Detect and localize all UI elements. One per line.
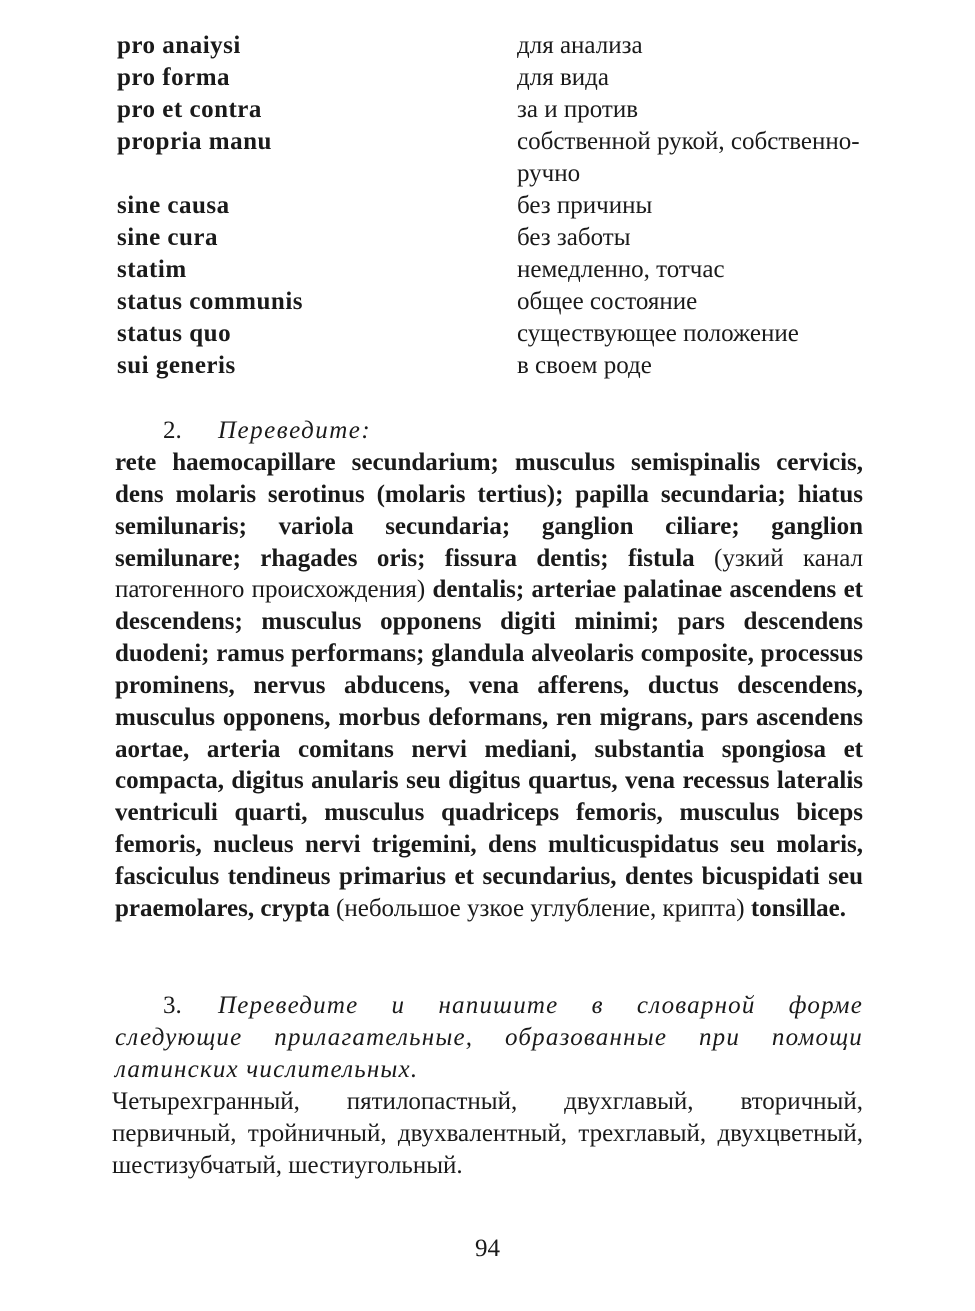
translation: для вида bbox=[517, 64, 609, 91]
exercise-number: 3. bbox=[163, 992, 182, 1019]
glossary-row bbox=[117, 254, 877, 286]
latin-term: status communis bbox=[117, 288, 303, 315]
translation: в своем роде bbox=[517, 352, 652, 379]
latin-terms: dentalis; arteriae palatinae ascendens et descendens; musculus opponens digiti minimi; pars descendens duodeni; ramus performans; glandula alveolaris composite, processus prominens, nervus abducens, vena afferens, ductus descendens, musculus opponens, morbus deformans, ren migrans, pars ascendens aortae, arteria comitans nervi mediani, substantia spongiosa et compacta, digitus anularis seu digitus quartus, vena recessus lateralis ventriculi quarti, musculus quadriceps femoris, musculus biceps femoris, nucleus nervi trigemini, dens multicuspidatus seu molaris, fasciculus tendineus primarius et secundarius, dentes bicuspidati seu praemolares, crypta bbox=[115, 576, 863, 922]
latin-term: pro forma bbox=[117, 64, 231, 91]
glossary-row bbox=[117, 286, 877, 318]
latin-term: sine cura bbox=[117, 224, 219, 251]
glossary-row bbox=[117, 62, 877, 94]
latin-term: statim bbox=[117, 256, 187, 283]
exercise-2-heading bbox=[163, 415, 371, 447]
latin-term: sine causa bbox=[117, 192, 230, 219]
glossary-row bbox=[117, 318, 877, 350]
translation: ручно bbox=[517, 160, 581, 187]
translation: собственной рукой, собственно- bbox=[517, 128, 860, 155]
latin-term: status quo bbox=[117, 320, 232, 347]
page-number: 94 bbox=[475, 1235, 500, 1262]
translation: за и против bbox=[517, 96, 639, 123]
glossary-table bbox=[117, 30, 877, 382]
exercise-3-body: Четырехгранный, пятилопастный, двухглавый, вторичный, первичный, тройничный, двухвалентный, трехглавый, двухцветный, шестизубчатый, шестиугольный. bbox=[112, 1088, 863, 1179]
glossary-row bbox=[117, 126, 877, 158]
translation: существующее положение bbox=[517, 320, 799, 347]
latin-terms: tonsillae. bbox=[750, 894, 847, 922]
glossary-row bbox=[117, 222, 877, 254]
translation: общее состояние bbox=[517, 288, 698, 315]
latin-term: pro anaiysi bbox=[117, 32, 241, 59]
latin-terms: rete haemocapillare secundarium; musculus semispinalis cervicis, dens molaris serotinus (molaris tertius); papilla secundaria; hiatus semilunaris; variola secundaria; ganglion ciliare; ganglion semilunare; rhagades oris; fissura dentis; fistula bbox=[115, 449, 863, 572]
glossary-row bbox=[117, 190, 877, 222]
glossary-row bbox=[117, 350, 877, 382]
translation: для анализа bbox=[517, 32, 643, 59]
russian-note: (небольшое узкое углубление, крипта) bbox=[329, 894, 751, 922]
glossary-row bbox=[117, 94, 877, 126]
translation: немедленно, тотчас bbox=[517, 256, 725, 283]
glossary-row bbox=[117, 158, 877, 190]
exercise-2-body bbox=[115, 447, 863, 925]
exercise-number: 2. bbox=[163, 417, 182, 444]
exercise-instruction: Переведите и напишите в словарной форме следующие прилагательные, образованные при помощи латинских числительных. bbox=[115, 992, 863, 1083]
latin-term: propria manu bbox=[117, 128, 272, 155]
exercise-instruction: Переведите: bbox=[218, 417, 372, 444]
exercise-3-heading bbox=[115, 990, 863, 1086]
glossary-row bbox=[117, 30, 877, 62]
translation: без заботы bbox=[517, 224, 631, 251]
translation: без причины bbox=[517, 192, 653, 219]
latin-term: sui generis bbox=[117, 352, 236, 379]
russian-note: (узкий канал патогенного происхождения) bbox=[115, 544, 864, 604]
latin-term: pro et contra bbox=[117, 96, 262, 123]
latin-term bbox=[117, 158, 517, 190]
